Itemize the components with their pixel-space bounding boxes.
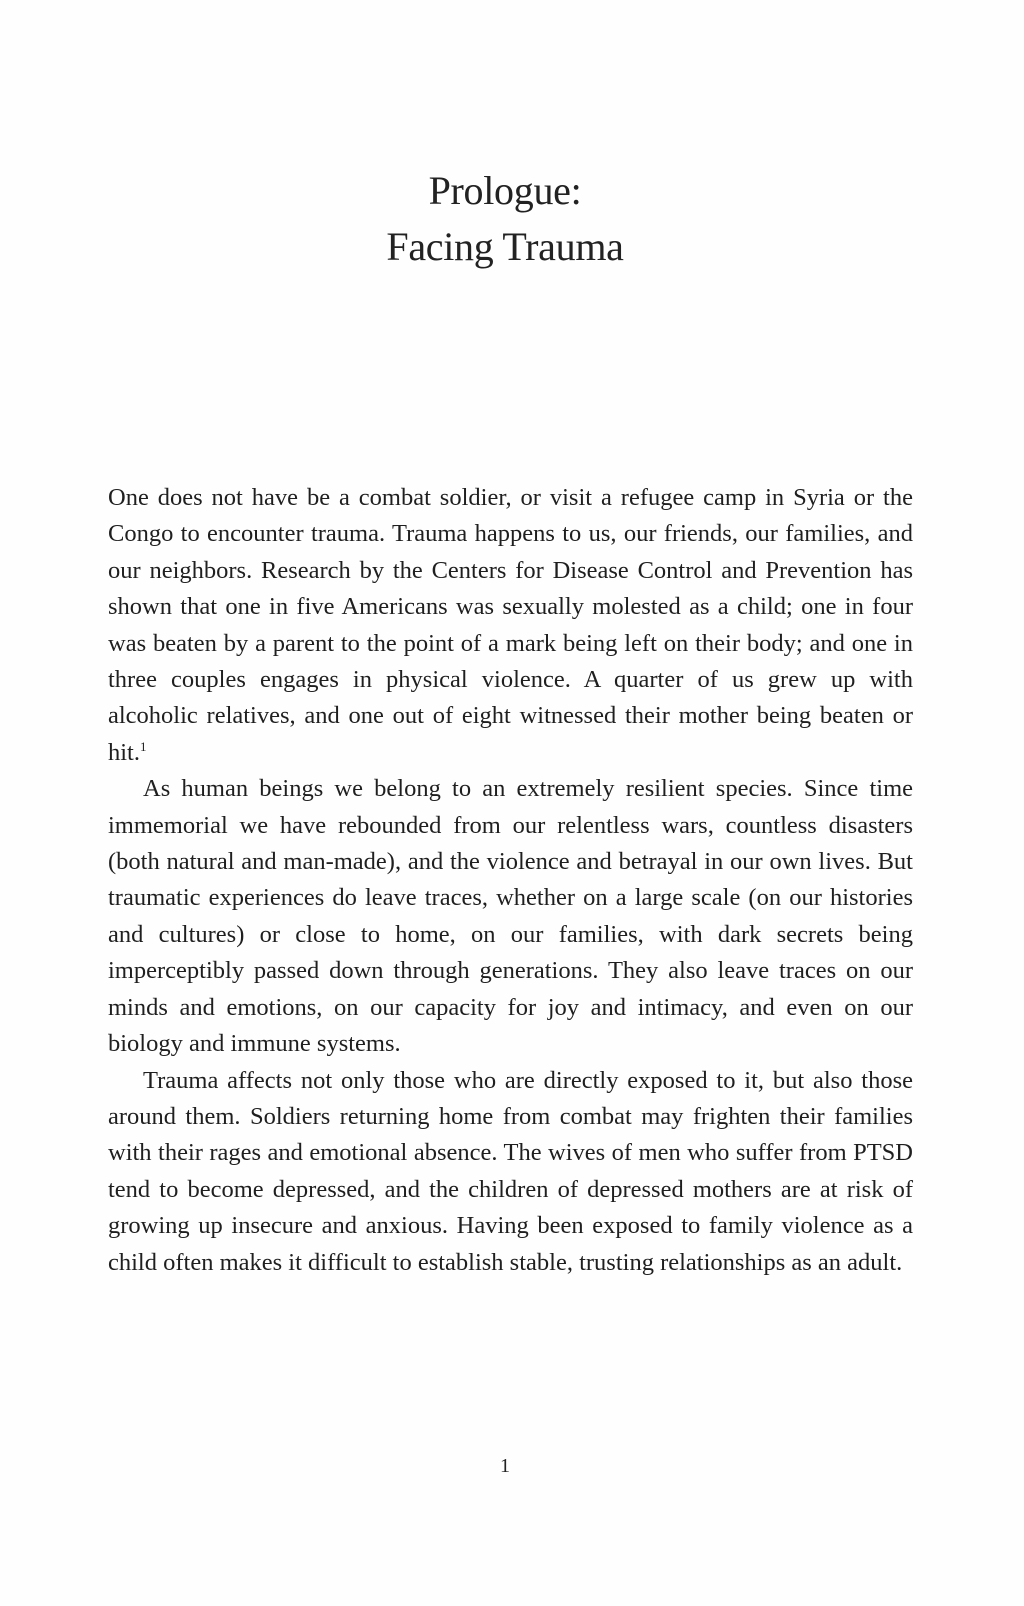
body-text [108,480,913,1281]
footnote-marker: 1 [140,738,147,754]
paragraph-1-text: One does not have be a combat soldier, or visit a refugee camp in Syria or the Congo to encounter trauma. Trauma happens to us, our friends, our families, and our neighbors. Research by the Centers for Disease Control and Prevention has shown that one in five Americans was sexually molested as a child; one in four was beaten by a parent to the point of a mark being left on their body; and one in three couples engages in physical violence. A quarter of us grew up with alcoholic relatives, and one out of eight witnessed their mother being beaten or hit. [108,484,913,766]
chapter-title-line-1: Prologue: [428,168,582,213]
paragraph-1 [108,480,913,771]
chapter-title [0,163,1010,275]
page-number: 1 [500,1455,510,1477]
paragraph-3: Trauma affects not only those who are directly exposed to it, but also those around them. Soldiers returning home from combat may frighten their families with their rages and emotional absence. The wives of men who suffer from PTSD tend to become depressed, and the children of depressed mothers are at risk of growing up insecure and anxious. Having been exposed to family violence as a child often makes it difficult to establish stable, trusting relationships as an adult. [108,1066,913,1276]
chapter-title-line-2: Facing Trauma [386,224,624,269]
paragraph-2: As human beings we belong to an extremely resilient species. Since time immemorial we have rebounded from our relentless wars, countless disasters (both natural and man-made), and the violence and betrayal in our own lives. But traumatic experiences do leave traces, whether on a large scale (on our histories and cultures) or close to home, on our families, with dark secrets being imperceptibly passed down through generations. They also leave traces on our minds and emotions, on our capacity for joy and intimacy, and even on our biology and immune systems. [108,775,913,1058]
